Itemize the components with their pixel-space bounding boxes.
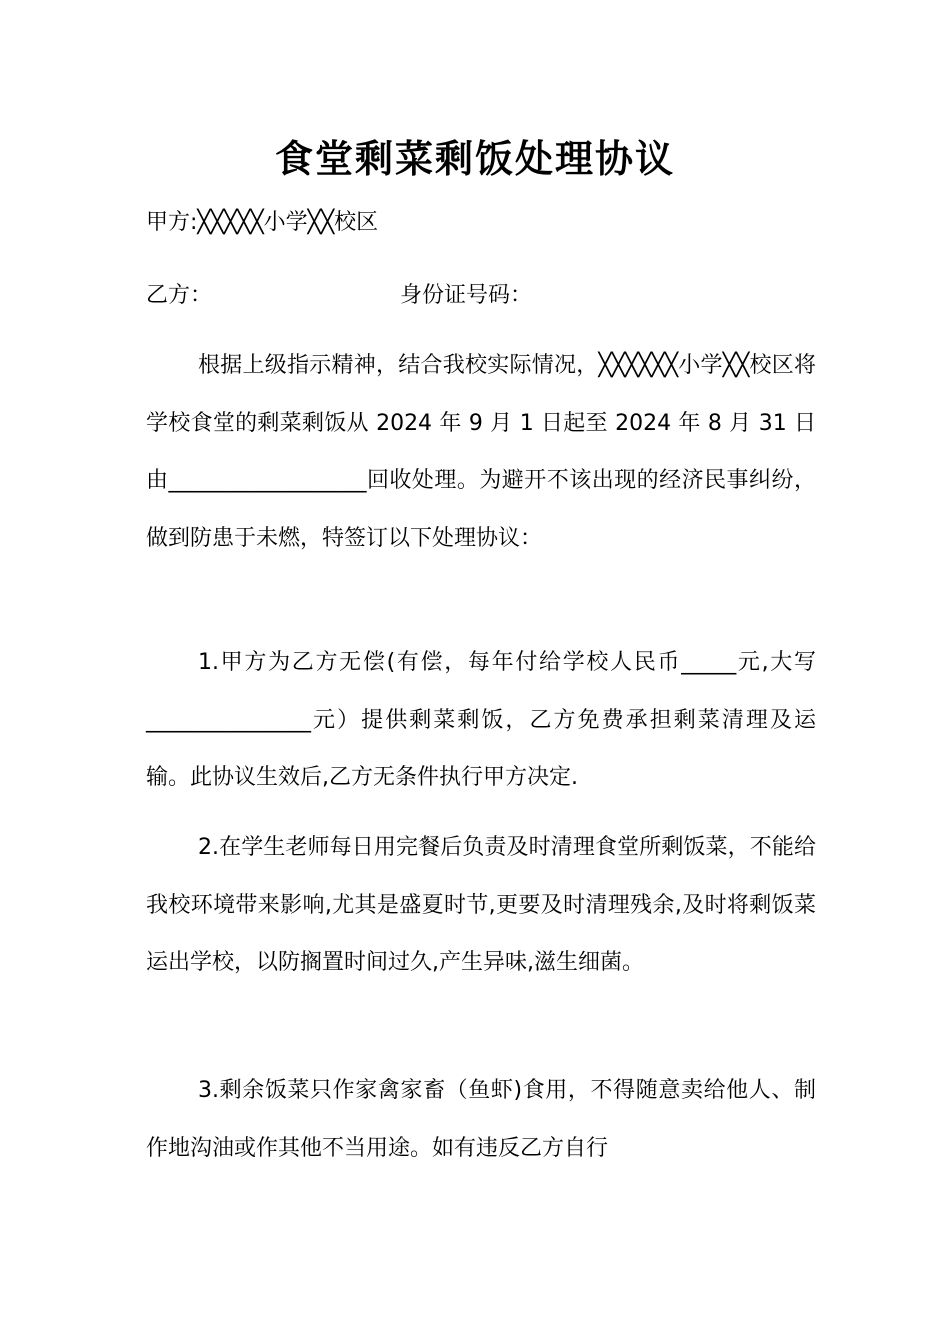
party-b-label: 乙方： xyxy=(146,283,213,308)
clause-1: 1.甲方为乙方无偿(有偿，每年付给学校人民币_____元,大写_______________元）提供剩菜剩饭，乙方免费承担剩菜清理及运输。此协议生效后,乙方无条件执行甲方决定. xyxy=(146,650,816,790)
id-number-label: 身份证号码： xyxy=(400,283,533,308)
party-a-line: 甲方:╳╳╳╳╳小学╳╳校区 xyxy=(146,210,379,235)
intro-paragraph: 根据上级指示精神，结合我校实际情况，╳╳╳╳╳╳小学╳╳校区将学校食堂的剩菜剩饭从 2024 年 9 月 1 日起至 2024 年 8 月 31 日由__________________回收处理。为避开不该出现的经济民事纠纷，做到防患于未燃，特签订以下处理协议： xyxy=(146,353,816,551)
document-title: 食堂剩菜剩饭处理协议 xyxy=(274,136,675,181)
clause-2: 2.在学生老师每日用完餐后负责及时清理食堂所剩饭菜，不能给我校环境带来影响,尤其是盛夏时节,更要及时清理残余,及时将剩饭菜运出学校，以防搁置时间过久,产生异味,滋生细菌。 xyxy=(146,835,816,975)
clause-3: 3.剩余饭菜只作家禽家畜（鱼虾)食用，不得随意卖给他人、制作地沟油或作其他不当用途。如有违反乙方自行 xyxy=(146,1078,816,1161)
